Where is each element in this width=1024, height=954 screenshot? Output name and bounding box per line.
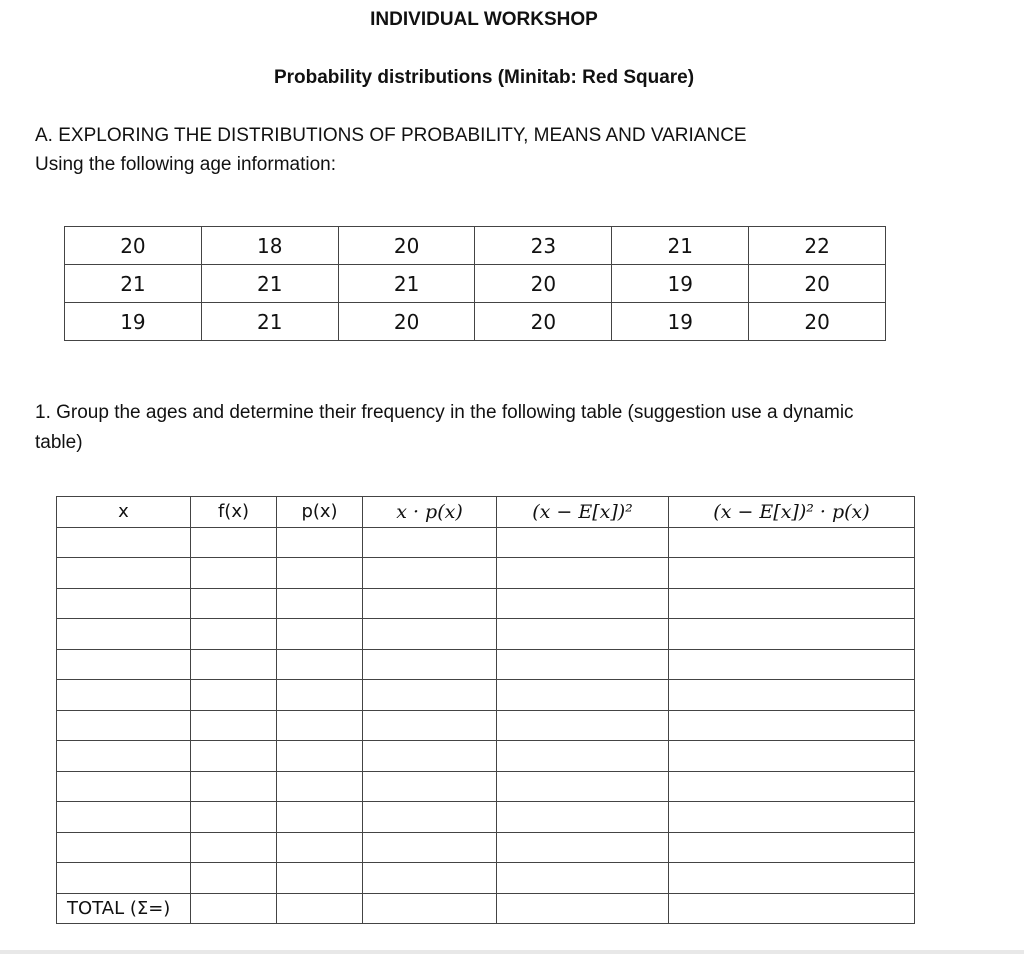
table-row <box>57 741 915 772</box>
table-cell[interactable] <box>363 710 497 741</box>
table-cell[interactable] <box>497 863 669 894</box>
table-cell[interactable] <box>191 619 277 650</box>
table-cell[interactable] <box>277 649 363 680</box>
table-cell[interactable] <box>363 649 497 680</box>
table-row <box>57 527 915 558</box>
age-cell: 20 <box>475 265 612 303</box>
table-cell[interactable] <box>363 802 497 833</box>
header-weighted-squared-deviation: (x − E[x])² · p(x) <box>669 497 915 528</box>
header-x-times-px: x · p(x) <box>363 497 497 528</box>
table-cell[interactable] <box>497 832 669 863</box>
header-px: p(x) <box>277 497 363 528</box>
page-subtitle: Probability distributions (Minitab: Red Square) <box>273 67 695 88</box>
table-cell[interactable] <box>277 863 363 894</box>
table-cell[interactable] <box>669 802 915 833</box>
table-cell[interactable] <box>669 863 915 894</box>
table-cell[interactable] <box>57 771 191 802</box>
age-cell: 20 <box>475 303 612 341</box>
table-cell[interactable] <box>497 527 669 558</box>
table-cell[interactable] <box>57 619 191 650</box>
age-cell: 19 <box>612 303 749 341</box>
table-cell[interactable] <box>363 741 497 772</box>
table-row <box>57 710 915 741</box>
table-cell[interactable] <box>277 832 363 863</box>
table-cell[interactable] <box>669 680 915 711</box>
table-cell[interactable] <box>191 588 277 619</box>
table-cell[interactable] <box>669 619 915 650</box>
table-cell[interactable] <box>57 588 191 619</box>
frequency-table <box>56 496 915 924</box>
header-squared-deviation: (x − E[x])² <box>497 497 669 528</box>
table-cell[interactable] <box>277 893 363 924</box>
table-cell[interactable] <box>669 558 915 589</box>
table-cell[interactable] <box>191 832 277 863</box>
table-cell[interactable] <box>363 527 497 558</box>
table-cell[interactable] <box>669 771 915 802</box>
table-cell[interactable] <box>363 619 497 650</box>
table-cell[interactable] <box>497 893 669 924</box>
table-cell[interactable] <box>277 771 363 802</box>
table-cell[interactable] <box>57 680 191 711</box>
age-cell: 20 <box>749 303 886 341</box>
question-1: 1. Group the ages and determine their frequency in the following table (suggestion use a dynamic table) <box>35 402 854 453</box>
table-cell[interactable] <box>191 710 277 741</box>
table-cell[interactable] <box>191 771 277 802</box>
table-row <box>57 680 915 711</box>
table-cell[interactable] <box>57 710 191 741</box>
table-cell[interactable] <box>497 649 669 680</box>
table-cell[interactable] <box>669 649 915 680</box>
header-fx: f(x) <box>191 497 277 528</box>
table-cell[interactable] <box>57 802 191 833</box>
table-cell[interactable] <box>277 802 363 833</box>
table-cell[interactable] <box>669 893 915 924</box>
age-cell: 18 <box>201 227 338 265</box>
table-row <box>57 771 915 802</box>
age-cell: 20 <box>65 227 202 265</box>
table-row <box>65 227 886 265</box>
table-cell[interactable] <box>497 558 669 589</box>
table-row <box>57 619 915 650</box>
table-cell[interactable] <box>277 588 363 619</box>
table-cell[interactable] <box>669 710 915 741</box>
table-cell[interactable] <box>669 588 915 619</box>
table-cell[interactable] <box>277 741 363 772</box>
table-cell[interactable] <box>277 527 363 558</box>
table-cell[interactable] <box>363 863 497 894</box>
total-label: TOTAL (Σ=) <box>57 893 191 924</box>
table-cell[interactable] <box>669 741 915 772</box>
age-cell: 20 <box>338 227 475 265</box>
ages-table <box>64 226 886 341</box>
table-cell[interactable] <box>497 802 669 833</box>
table-cell[interactable] <box>191 649 277 680</box>
table-cell[interactable] <box>57 741 191 772</box>
table-cell[interactable] <box>191 741 277 772</box>
table-cell[interactable] <box>497 619 669 650</box>
table-cell[interactable] <box>363 558 497 589</box>
table-row <box>65 303 886 341</box>
age-cell: 20 <box>338 303 475 341</box>
table-cell[interactable] <box>497 710 669 741</box>
table-cell[interactable] <box>57 832 191 863</box>
age-cell: 21 <box>612 227 749 265</box>
table-cell[interactable] <box>363 832 497 863</box>
age-cell: 22 <box>749 227 886 265</box>
table-cell[interactable] <box>497 741 669 772</box>
table-cell[interactable] <box>57 649 191 680</box>
table-cell[interactable] <box>669 527 915 558</box>
table-row <box>57 588 915 619</box>
section-intro: Using the following age information: <box>35 154 337 175</box>
age-cell: 19 <box>65 303 202 341</box>
table-cell[interactable] <box>57 558 191 589</box>
table-cell[interactable] <box>363 680 497 711</box>
table-cell[interactable] <box>363 771 497 802</box>
page-bottom-edge <box>0 950 1024 954</box>
table-cell[interactable] <box>191 863 277 894</box>
table-cell[interactable] <box>277 619 363 650</box>
table-cell[interactable] <box>497 588 669 619</box>
table-cell[interactable] <box>191 527 277 558</box>
table-cell[interactable] <box>669 832 915 863</box>
table-row <box>65 265 886 303</box>
table-cell[interactable] <box>497 771 669 802</box>
table-cell[interactable] <box>191 802 277 833</box>
table-cell[interactable] <box>191 893 277 924</box>
table-cell[interactable] <box>277 558 363 589</box>
age-cell: 23 <box>475 227 612 265</box>
section-heading: A. EXPLORING THE DISTRIBUTIONS OF PROBABILITY, MEANS AND VARIANCE <box>35 125 747 146</box>
age-cell: 21 <box>65 265 202 303</box>
table-row <box>57 558 915 589</box>
header-x: x <box>57 497 191 528</box>
table-cell[interactable] <box>191 558 277 589</box>
table-cell[interactable] <box>277 680 363 711</box>
table-row <box>57 802 915 833</box>
table-row <box>57 649 915 680</box>
table-cell[interactable] <box>57 863 191 894</box>
page-title: INDIVIDUAL WORKSHOP <box>370 9 598 30</box>
table-row <box>57 863 915 894</box>
table-cell[interactable] <box>363 893 497 924</box>
age-cell: 21 <box>201 303 338 341</box>
age-cell: 20 <box>749 265 886 303</box>
table-row <box>57 832 915 863</box>
table-header-row <box>57 497 915 528</box>
total-row <box>57 893 915 924</box>
table-cell[interactable] <box>277 710 363 741</box>
table-cell[interactable] <box>363 588 497 619</box>
table-cell[interactable] <box>191 680 277 711</box>
age-cell: 21 <box>201 265 338 303</box>
age-cell: 21 <box>338 265 475 303</box>
age-cell: 19 <box>612 265 749 303</box>
table-cell[interactable] <box>57 527 191 558</box>
table-cell[interactable] <box>497 680 669 711</box>
